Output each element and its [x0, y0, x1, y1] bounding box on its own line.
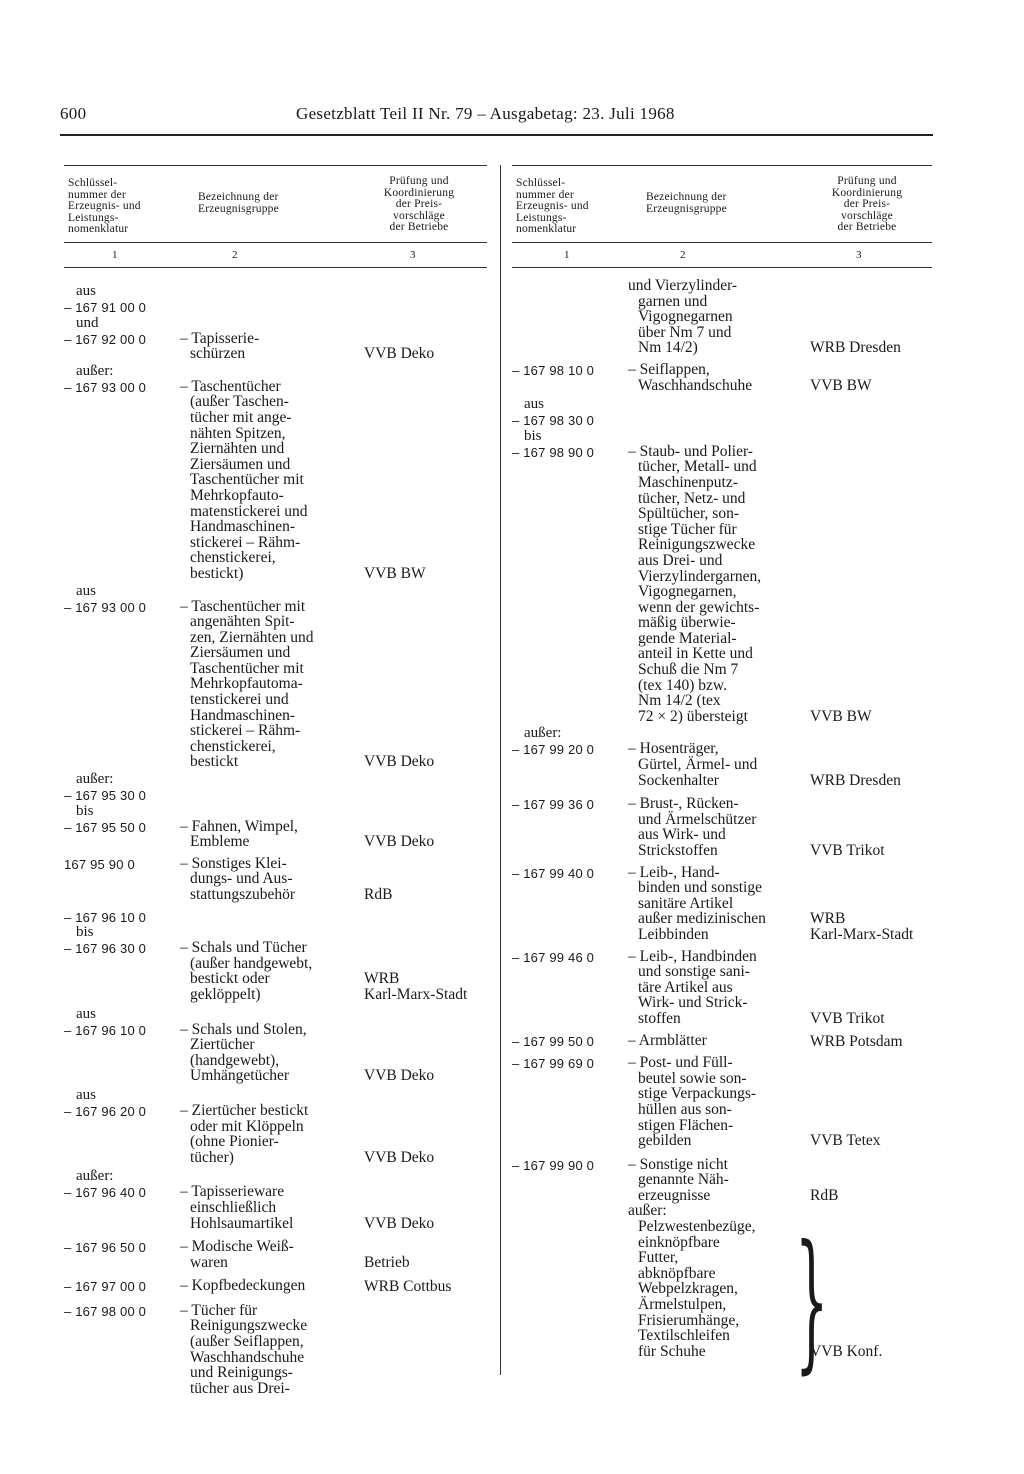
- table-row: [64, 379, 487, 582]
- header-price-review: Prüfung und Koordinierung der Preis- vorschläge der Betriebe: [383, 175, 455, 233]
- key-number: – 167 99 36 0: [512, 797, 595, 813]
- reviewing-office: WRB Dresden: [810, 771, 901, 789]
- product-group: – Seiflappen, Waschhandschuhe: [628, 360, 753, 394]
- table-row: [512, 444, 932, 725]
- table-entry: [64, 772, 487, 804]
- reviewing-office: VVB Deko: [364, 1067, 435, 1085]
- product-group: – Leib-, Hand- binden und sonstige sanitäre Artikel außer medizinischen Leibbinden: [628, 863, 766, 943]
- table-row: [512, 1033, 932, 1050]
- product-group: – Ziertücher bestickt oder mit Klöppeln (ohne Pionier- tücher): [180, 1101, 309, 1166]
- brace-glyph: }: [795, 1214, 829, 1388]
- table-entry: [512, 1203, 932, 1359]
- product-group: – Post- und Füll- beutel sowie son- stige Verpackungs- hüllen aus son- stigen Flächen- gebilden: [628, 1054, 757, 1150]
- table-entry: [512, 1033, 932, 1050]
- column-numbers: [512, 243, 932, 268]
- table-entry: [64, 284, 487, 316]
- product-group: – Sonstiges Klei- dungs- und Aus- stattungszubehör: [180, 854, 296, 903]
- table-row: [64, 787, 487, 804]
- table-entry: [64, 364, 487, 582]
- key-number: – 167 99 46 0: [512, 949, 595, 965]
- right-table: [512, 165, 932, 1359]
- reviewing-office: VVB Trikot: [810, 842, 885, 859]
- table-row: [64, 331, 487, 362]
- header-price-review: Prüfung und Koordinierung der Preis- vorschläge der Betriebe: [831, 175, 903, 233]
- entry-prefix: außer:: [76, 1168, 114, 1185]
- key-number: – 167 99 50 0: [512, 1033, 595, 1049]
- entry-prefix: aus: [524, 396, 544, 413]
- product-group: – Armblätter: [628, 1031, 707, 1049]
- product-group: – Schals und Stolen, Ziertücher (handgewebt), Umhängetücher: [180, 1020, 307, 1085]
- table-entry: [64, 925, 487, 1002]
- table-entry: [512, 865, 932, 943]
- key-number: – 167 98 00 0: [64, 1303, 147, 1319]
- table-entry: [64, 1278, 487, 1295]
- reviewing-office: VVB Trikot: [810, 1009, 885, 1027]
- product-group: – Taschentücher (außer Taschen- tücher mit ange- nähten Spitzen, Ziernähten und Ziersäumen und Taschentücher mit Mehrkopfauto- matenstickerei und Handmaschinen- stickerei – Rähm- chenstickerei, bestickt): [180, 377, 308, 582]
- reviewing-office: VVB Deko: [364, 1214, 435, 1232]
- key-number: – 167 97 00 0: [64, 1279, 147, 1295]
- reviewing-office: VVB BW: [810, 707, 872, 725]
- product-group: außer: Pelzwestenbezüge, einknöpfbare Futter, abknöpfbare Webpelzkragen, Ärmelstulpen, Frisierumhänge, Textilschleifen für Schuhe: [628, 1202, 756, 1360]
- key-number: – 167 96 10 0: [64, 909, 147, 925]
- product-group: – Taschentücher mit angenähten Spit- zen, Ziernähten und Ziersäumen und Taschentücher mit Mehrkopfautoma- tenstickerei und Handmaschinen- stickerei – Rähm- chenstickerei, bestickt: [180, 597, 314, 771]
- table-entry: [512, 362, 932, 393]
- key-number: [512, 278, 630, 356]
- key-number: – 167 96 50 0: [64, 1240, 147, 1256]
- reviewing-office: WRB Karl-Marx-Stadt: [810, 910, 914, 943]
- key-number: – 167 95 30 0: [64, 788, 147, 804]
- column-divider: [500, 165, 501, 1375]
- table-row: [512, 796, 932, 858]
- table-entry: [512, 397, 932, 429]
- table-row: [512, 1157, 932, 1204]
- table-row: [64, 1103, 487, 1165]
- table-row: [64, 909, 487, 926]
- key-number: – 167 91 00 0: [64, 300, 147, 315]
- table-entry: [64, 909, 487, 926]
- header-product-group: Bezeichnung der Erzeugnisgruppe: [646, 191, 727, 215]
- column-number-1: 1: [564, 249, 570, 261]
- table-row: [64, 1303, 487, 1397]
- product-group: – Tücher für Reinigungszwecke (außer Seiflappen, Waschhandschuhe und Reinigungs- tücher aus Drei-: [180, 1301, 308, 1397]
- entry-prefix: bis: [76, 802, 94, 819]
- table-entry: [64, 856, 487, 903]
- table-entry: [64, 316, 487, 362]
- product-group: [182, 299, 360, 316]
- table-row: [64, 1278, 487, 1295]
- table-entry: [64, 1169, 487, 1231]
- product-group: – Schals und Tücher (außer handgewebt, bestickt oder geklöppelt): [180, 939, 313, 1003]
- table-row: [64, 819, 487, 850]
- column-number-3: 3: [856, 249, 862, 261]
- table-entry: [512, 429, 932, 725]
- column-numbers: [64, 243, 487, 268]
- table-row: [512, 741, 932, 788]
- key-number: – 167 98 10 0: [512, 362, 595, 378]
- key-number: – 167 96 40 0: [64, 1185, 147, 1201]
- product-group: – Modische Weiß- waren: [180, 1238, 294, 1271]
- table-entry: [512, 726, 932, 788]
- table-row: [64, 940, 487, 1002]
- reviewing-office: VVB Deko: [364, 753, 435, 771]
- entry-prefix: bis: [76, 924, 94, 941]
- key-number: – 167 99 90 0: [512, 1157, 595, 1173]
- table-row: [64, 1184, 487, 1231]
- page-number: 600: [60, 104, 87, 123]
- key-number: – 167 92 00 0: [64, 331, 147, 347]
- entry-prefix: bis: [524, 427, 542, 444]
- product-group: – Fahnen, Wimpel, Embleme: [180, 817, 298, 851]
- table-entry: [64, 1088, 487, 1165]
- table-row: [512, 362, 932, 393]
- left-table-body: [64, 284, 487, 1396]
- header-key-number: Schlüssel- nummer der Erzeugnis- und Leistungs- nomenklatur: [516, 177, 589, 235]
- product-group: – Sonstige nicht genannte Näh- erzeugnisse: [628, 1155, 729, 1204]
- table-entry: [64, 1239, 487, 1270]
- product-group: [182, 909, 360, 926]
- product-group: [630, 412, 802, 429]
- table-row: [64, 856, 487, 903]
- column-number-2: 2: [680, 249, 686, 261]
- header-product-group: Bezeichnung der Erzeugnisgruppe: [198, 191, 279, 215]
- entry-prefix: aus: [76, 283, 96, 299]
- entry-prefix: außer:: [76, 362, 114, 379]
- table-row: [64, 1239, 487, 1270]
- key-number: – 167 99 40 0: [512, 865, 595, 881]
- table-entry: [512, 949, 932, 1027]
- key-number: – 167 99 20 0: [512, 742, 595, 758]
- column-number-1: 1: [112, 249, 118, 261]
- product-group: – Hosenträger, Gürtel, Ärmel- und Sockenhalter: [628, 740, 758, 789]
- table-entry: [512, 1157, 932, 1204]
- table-entry: [64, 584, 487, 771]
- table-entry: [64, 1007, 487, 1084]
- table-entry: [512, 796, 932, 858]
- reviewing-office: Betrieb: [364, 1253, 410, 1271]
- key-number: – 167 99 69 0: [512, 1056, 595, 1072]
- reviewing-office: WRB Potsdam: [810, 1032, 903, 1050]
- reviewing-office: VVB BW: [810, 376, 872, 394]
- key-number: [512, 1203, 630, 1359]
- right-table-body: [512, 278, 932, 1359]
- table-row: [64, 299, 487, 316]
- product-group: und Vierzylinder- garnen und Vigognegarnen über Nm 7 und Nm 14/2): [628, 277, 738, 357]
- key-number: – 167 96 30 0: [64, 941, 147, 957]
- reviewing-office: VVB Tetex: [810, 1132, 881, 1150]
- product-group: – Tapisserieware einschließlich Hohlsaumartikel: [180, 1183, 294, 1232]
- table-header: [64, 165, 487, 243]
- reviewing-office: VVB Deko: [364, 1148, 435, 1166]
- key-number: – 167 96 10 0: [64, 1022, 147, 1038]
- table-row: [512, 278, 932, 356]
- product-group: – Kopfbedeckungen: [180, 1277, 306, 1295]
- table-row: [64, 599, 487, 771]
- key-number: – 167 93 00 0: [64, 599, 147, 615]
- key-number: – 167 98 90 0: [512, 444, 595, 460]
- header-rule: [60, 134, 933, 136]
- key-number: 167 95 90 0: [64, 856, 135, 872]
- table-entry: [512, 1055, 932, 1149]
- product-group: [182, 787, 360, 804]
- table-entry: [512, 278, 932, 356]
- reviewing-office: VVB Konf.: [810, 1342, 883, 1360]
- reviewing-office: WRB Cottbus: [364, 1278, 452, 1296]
- header-key-number: Schlüssel- nummer der Erzeugnis- und Leistungs- nomenklatur: [68, 177, 141, 235]
- reviewing-office: RdB: [364, 886, 393, 903]
- page-title: Gesetzblatt Teil II Nr. 79 – Ausgabetag: 23. Juli 1968: [296, 104, 675, 123]
- column-number-2: 2: [232, 249, 238, 261]
- reviewing-office: VVB BW: [364, 564, 426, 582]
- key-number: – 167 96 20 0: [64, 1103, 147, 1119]
- reviewing-office: VVB Deko: [364, 833, 435, 851]
- table-row: [512, 412, 932, 429]
- key-number: – 167 93 00 0: [64, 379, 147, 395]
- product-group: – Leib-, Handbinden und sonstige sani- täre Artikel aus Wirk- und Strick- stoffen: [628, 947, 757, 1027]
- entry-prefix: aus: [76, 1005, 96, 1022]
- table-header: [512, 165, 932, 243]
- product-group: – Staub- und Polier- tücher, Metall- und Maschinenputz- tücher, Netz- und Spültücher, son- stige Tücher für Reinigungszwecke aus Drei- und Vierzylindergarnen, Vigognegarnen, wenn der gewichts- mäßig überwie- gende Material- anteil in Kette und Schuß die Nm 7 (tex 140) bzw. Nm 14/2 (tex 72 × 2) übersteigt: [628, 442, 762, 725]
- reviewing-office: RdB: [810, 1186, 839, 1204]
- entry-prefix: außer:: [76, 771, 114, 788]
- entry-prefix: außer:: [524, 725, 562, 742]
- table-row: [512, 865, 932, 943]
- left-table: [64, 165, 487, 1396]
- reviewing-office: VVB Deko: [364, 345, 435, 363]
- reviewing-office: WRB Karl-Marx-Stadt: [364, 970, 468, 1003]
- table-row: [512, 949, 932, 1027]
- reviewing-office: WRB Dresden: [810, 339, 901, 357]
- entry-prefix: aus: [76, 582, 96, 599]
- product-group: – Tapisserie- schürzen: [180, 329, 260, 363]
- entry-prefix: aus: [76, 1086, 96, 1103]
- key-number: – 167 98 30 0: [512, 413, 595, 429]
- table-row: [64, 1022, 487, 1084]
- column-number-3: 3: [410, 249, 416, 261]
- table-row: [512, 1203, 932, 1359]
- key-number: – 167 95 50 0: [64, 819, 147, 835]
- table-row: [512, 1055, 932, 1149]
- product-group: – Brust-, Rücken- und Ärmelschützer aus Wirk- und Strickstoffen: [628, 795, 757, 859]
- entry-prefix: und: [76, 314, 99, 331]
- table-entry: [64, 1303, 487, 1397]
- table-entry: [64, 804, 487, 850]
